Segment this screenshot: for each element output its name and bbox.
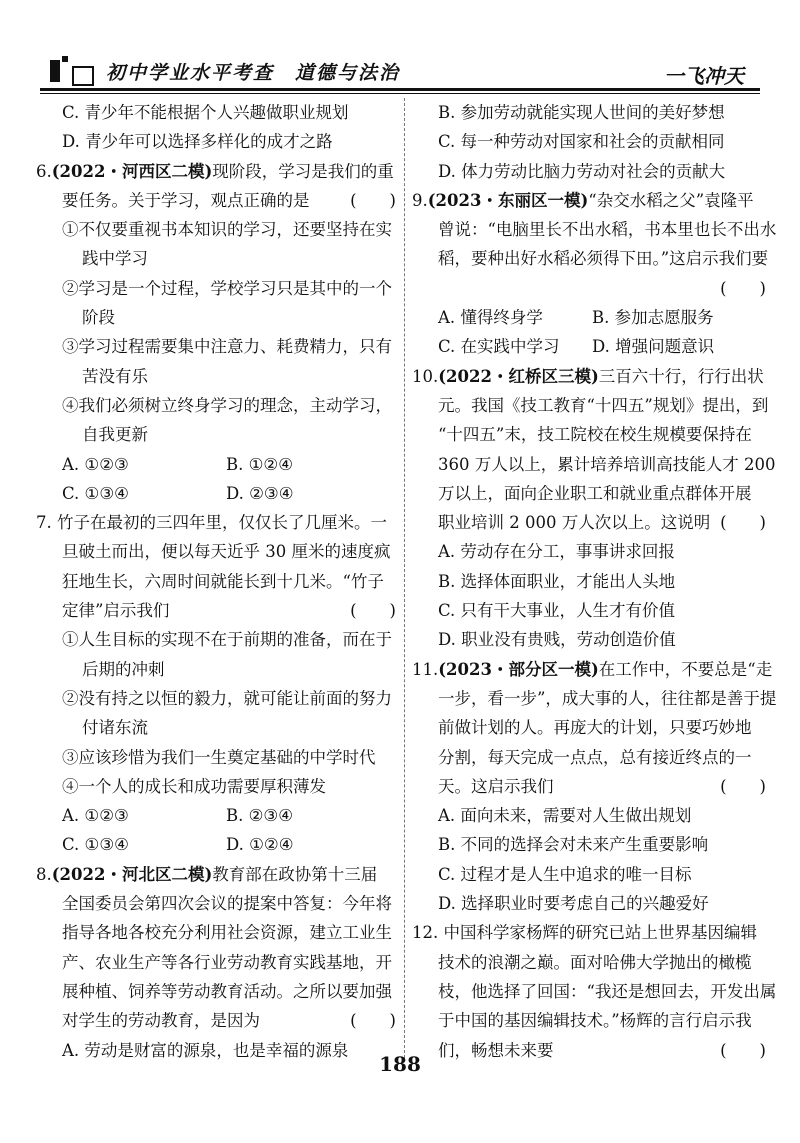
- page-number: 188: [379, 1052, 421, 1076]
- option-d: D. ①②④: [226, 835, 294, 855]
- option-d: D. ②③④: [226, 483, 294, 503]
- question-line: [36, 1006, 402, 1035]
- header-rule: [40, 88, 760, 91]
- option-line: C. 只有干大事业，人生才有价值: [438, 601, 676, 621]
- question-text: 在工作中，不要总是“走: [598, 659, 773, 679]
- statement-line: ②学习是一个过程，学校学习只是其中的一个: [62, 278, 392, 298]
- question-line: [412, 772, 772, 801]
- question-line: [412, 508, 772, 537]
- question-text: 教育部在政协第十三届: [212, 864, 378, 884]
- option-line: D. 青少年可以选择多样化的成才之路: [62, 132, 333, 152]
- question-line: 指导各地各校充分利用社会资源，建立工业生: [62, 923, 392, 943]
- answer-blank: ( ): [720, 1040, 766, 1060]
- question-line: 一步，看一步”，成大事的人，往往都是善于提: [438, 688, 777, 708]
- question-11-line: [412, 655, 772, 684]
- option-line: D. 职业没有贵贱，劳动创造价值: [438, 630, 676, 650]
- question-text: 天。这启示我们: [438, 776, 554, 796]
- brand-logo: 一飞冲天: [664, 64, 744, 88]
- question-source: (2022・河北区二模): [51, 864, 213, 884]
- option-row: [36, 450, 402, 479]
- header-rule-thin: [40, 93, 760, 94]
- question-text: 定律”启示我们: [62, 601, 170, 621]
- answer-blank: ( ): [350, 601, 396, 621]
- question-line: 产、农业生产等各行业劳动教育实践基地，开: [62, 952, 392, 972]
- question-line: 曾说：“电脑里长不出水稻，书本里也长不出水: [438, 220, 777, 240]
- question-number: 10.: [412, 366, 439, 386]
- right-column: [412, 98, 777, 1065]
- question-number: 9.: [412, 190, 428, 210]
- option-b: B. 参加志愿服务: [592, 308, 714, 328]
- question-line: [36, 186, 402, 215]
- option-a: A. ①②③: [62, 806, 129, 826]
- answer-blank: ( ): [350, 190, 396, 210]
- option-line: A. 劳动是财富的源泉，也是幸福的源泉: [62, 1040, 349, 1060]
- statement-line: ②没有持之以恒的毅力，就可能让前面的努力: [62, 688, 392, 708]
- option-line: C. 每一种劳动对国家和社会的贡献相同: [438, 132, 725, 152]
- answer-blank: ( ): [720, 776, 766, 796]
- question-12-line: 12. 中国科学家杨辉的研究已站上世界基因编辑: [412, 923, 757, 943]
- question-line: 技术的浪潮之巅。面对哈佛大学抛出的橄榄: [438, 952, 752, 972]
- answer-blank: ( ): [720, 278, 766, 298]
- left-column: [36, 98, 402, 1065]
- option-line: D. 体力劳动比脑力劳动对社会的贡献大: [438, 161, 726, 181]
- question-line: 枝，他选择了回国：“我还是想回去，开发出属: [438, 981, 777, 1001]
- question-line: 旦破土而出，便以每天近乎 30 厘米的速度疯: [62, 542, 391, 562]
- option-line: A. 劳动存在分工，事事讲求回报: [438, 542, 675, 562]
- question-7-line: 7. 竹子在最初的三四年里，仅仅长了几厘米。一: [36, 513, 387, 533]
- option-c: C. ①③④: [62, 835, 129, 855]
- question-line: 稻，要种出好水稻必须得下田。”这启示我们要: [438, 249, 769, 269]
- question-number: 8.: [36, 864, 52, 884]
- option-line: C. 青少年不能根据个人兴趣做职业规划: [62, 103, 349, 122]
- answer-blank: ( ): [350, 1011, 396, 1031]
- question-line: “十四五”末，技工院校在校生规模要保持在: [438, 425, 752, 445]
- question-text: 职业培训 2 000 万人次以上。这说明: [438, 513, 711, 533]
- option-line: A. 面向未来，需要对人生做出规划: [438, 806, 692, 826]
- question-text: “杂交水稻之父”袁隆平: [588, 190, 754, 210]
- statement-line: ④我们必须树立终身学习的理念，主动学习，: [62, 395, 392, 415]
- question-source: (2022・河西区二模): [51, 161, 213, 181]
- question-source: (2023・东丽区一模): [427, 190, 589, 210]
- statement-line: ③学习过程需要集中注意力、耗费精力，只有: [62, 337, 392, 357]
- option-b: B. ①②④: [226, 454, 293, 474]
- statement-line: 苦没有乐: [82, 366, 148, 386]
- answer-blank: ( ): [720, 513, 766, 533]
- question-line: 元。我国《技工教育“十四五”规划》提出，到: [438, 395, 769, 415]
- statement-line: 践中学习: [82, 249, 148, 269]
- column-divider: [404, 98, 405, 1058]
- option-a: A. 懂得终身学: [438, 308, 543, 328]
- question-line: 分割，每天完成一点点，总有接近终点的一: [438, 747, 752, 767]
- option-row: [36, 479, 402, 508]
- statement-line: 付诸东流: [82, 718, 148, 738]
- question-line: 于中国的基因编辑技术。”杨辉的言行启示我: [438, 1011, 752, 1031]
- question-text: 三百六十行，行行出状: [598, 366, 764, 386]
- option-b: B. ②③④: [226, 806, 293, 826]
- question-line: 360 万人以上，累计培养培训高技能人才 200: [438, 454, 776, 474]
- option-line: D. 选择职业时要考虑自己的兴趣爱好: [438, 894, 709, 914]
- question-line: 前做计划的人。再庞大的计划，只要巧妙地: [438, 718, 752, 738]
- question-text: 现阶段，学习是我们的重: [212, 161, 394, 181]
- statement-line: ③应该珍惜为我们一生奠定基础的中学时代: [62, 747, 376, 767]
- header-title: 初中学业水平考查 道德与法治: [106, 62, 401, 84]
- question-text: 对学生的劳动教育，是因为: [62, 1011, 260, 1031]
- option-d: D. 增强问题意识: [592, 337, 715, 357]
- question-line: 展种植、饲养等劳动教育活动。之所以要加强: [62, 981, 392, 1001]
- book-logo-icon: [50, 56, 94, 86]
- option-a: A. ①②③: [62, 454, 129, 474]
- question-text: 要任务。关于学习，观点正确的是: [62, 190, 310, 210]
- option-row: [36, 801, 402, 830]
- page-header: [0, 0, 800, 92]
- question-source: (2022・红桥区三模): [438, 366, 599, 386]
- option-line: B. 不同的选择会对未来产生重要影响: [438, 835, 709, 855]
- question-source: (2023・部分区一模): [438, 659, 599, 679]
- question-line: 全国委员会第四次会议的提案中答复：今年将: [62, 894, 392, 914]
- question-text: 们，畅想未来要: [438, 1040, 554, 1060]
- option-row: [412, 332, 772, 361]
- statement-line: 阶段: [82, 308, 115, 328]
- statement-line: ①人生目标的实现不在于前期的准备，而在于: [62, 630, 392, 650]
- question-line: [412, 274, 772, 303]
- option-c: C. 在实践中学习: [438, 337, 560, 357]
- question-9-line: [412, 186, 772, 215]
- question-number: 6.: [36, 161, 52, 181]
- statement-line: 自我更新: [82, 425, 148, 445]
- statement-line: ④一个人的成长和成功需要厚积薄发: [62, 776, 326, 796]
- question-8-line: [36, 860, 402, 889]
- question-line: 万以上，面向企业职工和就业重点群体开展: [438, 483, 752, 503]
- statement-line: 后期的冲刺: [82, 659, 165, 679]
- statement-line: ①不仅要重视书本知识的学习，还要坚持在实: [62, 220, 392, 240]
- question-6-line: [36, 157, 402, 186]
- question-number: 11.: [412, 659, 439, 679]
- option-line: B. 参加劳动就能实现人世间的美好梦想: [438, 103, 725, 122]
- option-c: C. ①③④: [62, 483, 129, 503]
- option-line: C. 过程才是人生中追求的唯一目标: [438, 864, 692, 884]
- option-row: [36, 830, 402, 859]
- option-line: B. 选择体面职业，才能出人头地: [438, 571, 676, 591]
- question-line: 狂地生长，六周时间就能长到十几米。“竹子: [62, 571, 384, 591]
- question-line: [36, 596, 402, 625]
- question-10-line: [412, 362, 772, 391]
- option-row: [412, 303, 772, 332]
